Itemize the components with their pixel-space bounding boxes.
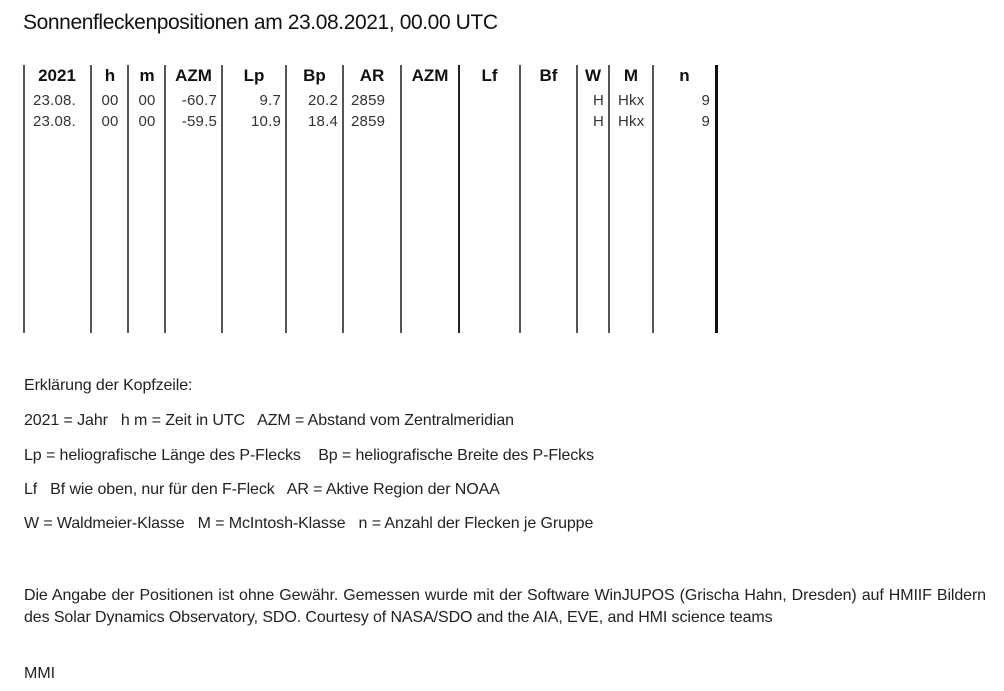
signature: MMI — [24, 665, 56, 682]
cell-lp: 9.7 — [259, 92, 281, 109]
cell-hour: 00 — [101, 113, 119, 130]
header-ar: AR — [359, 66, 385, 85]
header-w: W — [584, 66, 602, 85]
cell-ar: 2859 — [351, 113, 386, 130]
header-lf: Lf — [481, 66, 498, 85]
cell-date: 23.08. — [33, 92, 76, 109]
column-divider — [400, 65, 402, 333]
cell-minute: 00 — [138, 113, 156, 130]
header-hour: h — [104, 66, 116, 85]
legend-line: Lp = heliografische Länge des P-Flecks Bp = heliografische Breite des P-Flecks — [24, 447, 594, 464]
column-divider — [90, 65, 92, 333]
header-m: M — [623, 66, 639, 85]
cell-bp: 18.4 — [308, 113, 338, 130]
legend-heading: Erklärung der Kopfzeile: — [24, 377, 193, 394]
column-divider — [342, 65, 344, 333]
column-divider — [715, 65, 718, 333]
cell-waldmeier: H — [592, 92, 604, 109]
cell-minute: 00 — [138, 92, 156, 109]
cell-bp: 20.2 — [308, 92, 338, 109]
column-divider — [458, 65, 460, 333]
cell-azm: -60.7 — [181, 92, 217, 109]
header-lp: Lp — [243, 66, 265, 85]
sunspot-table — [0, 0, 1004, 340]
header-n: n — [679, 66, 690, 85]
cell-count: 9 — [701, 92, 710, 109]
header-azm-f: AZM — [411, 66, 449, 85]
header-azm: AZM — [175, 66, 212, 85]
cell-azm: -59.5 — [181, 113, 217, 130]
column-divider — [519, 65, 521, 333]
cell-mcintosh: Hkx — [618, 113, 645, 130]
cell-mcintosh: Hkx — [618, 92, 645, 109]
cell-ar: 2859 — [351, 92, 386, 109]
header-bf: Bf — [539, 66, 558, 85]
legend-line: W = Waldmeier-Klasse M = McIntosh-Klasse n = Anzahl der Flecken je Gruppe — [24, 515, 594, 532]
header-minute: m — [139, 66, 155, 85]
column-divider — [23, 65, 25, 333]
legend-line: 2021 = Jahr h m = Zeit in UTC AZM = Abstand vom Zentralmeridian — [24, 412, 514, 429]
cell-lp: 10.9 — [251, 113, 281, 130]
legend-line: Lf Bf wie oben, nur für den F-Fleck AR = Aktive Region der NOAA — [24, 481, 500, 498]
cell-waldmeier: H — [592, 113, 604, 130]
cell-hour: 00 — [101, 92, 119, 109]
cell-date: 23.08. — [33, 113, 76, 130]
page-title: Sonnenfleckenpositionen am 23.08.2021, 00.00 UTC — [23, 11, 498, 34]
column-divider — [608, 65, 610, 333]
column-divider — [127, 65, 129, 333]
cell-count: 9 — [701, 113, 710, 130]
header-year: 2021 — [38, 66, 76, 85]
header-bp: Bp — [303, 66, 326, 85]
disclaimer-text: Die Angabe der Positionen ist ohne Gewähr. Gemessen wurde mit der Software WinJUPOS (Grischa Hahn, Dresden) auf HMIIF Bildern des Solar Dynamics Observatory, SDO. Courtesy of NASA/SDO and the AIA, EVE, and HMI science teams — [24, 587, 986, 626]
